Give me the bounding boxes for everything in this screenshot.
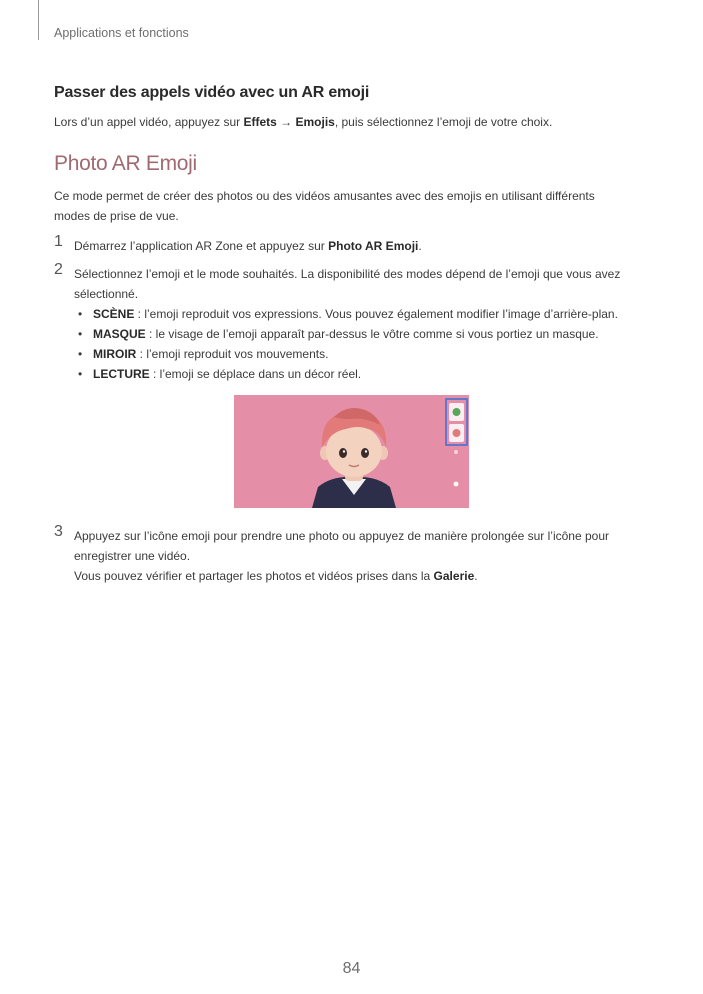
- step-3: 3 Appuyez sur l’icône emoji pour prendre une photo ou appuyez de manière prolongée sur l’icône pour enregistrer une vidéo. Vous pouvez vérifier et partager les photos et vidéos prises dans la Galerie.: [54, 523, 610, 583]
- step-number: 2: [54, 261, 63, 278]
- section-title-photo-ar-emoji: Photo AR Emoji: [54, 152, 197, 175]
- header-rule: [38, 0, 39, 40]
- step-number: 1: [54, 233, 63, 250]
- step-number: 3: [54, 523, 63, 540]
- page-number: 84: [342, 960, 361, 977]
- gallery-term: Galerie: [433, 569, 475, 583]
- ar-emoji-screenshot: [234, 395, 469, 508]
- list-item: • MASQUE : le visage de l’emoji apparaît par-dessus le vôtre comme si vous portiez un masque.: [76, 324, 676, 344]
- running-header: Applications et fonctions: [54, 26, 189, 40]
- step-1: 1 Démarrez l’application AR Zone et appuyez sur Photo AR Emoji.: [54, 233, 422, 253]
- section-title-video-call: Passer des appels vidéo avec un AR emoji: [54, 84, 370, 101]
- photo-ar-emoji-term: Photo AR Emoji: [328, 239, 419, 253]
- emojis-term: Emojis: [295, 115, 335, 129]
- list-item: • SCÈNE : l’emoji reproduit vos expressions. Vous pouvez également modifier l’image d’arrière-plan.: [76, 304, 676, 324]
- mode-list: [76, 304, 676, 384]
- step-2: 2 Sélectionnez l’emoji et le mode souhaités. La disponibilité des modes dépend de l’emoji que vous avez sélectionné.: [54, 261, 621, 301]
- effects-term: Effets: [243, 115, 277, 129]
- list-item: • LECTURE : l’emoji se déplace dans un décor réel.: [76, 364, 676, 384]
- list-item: • MIROIR : l’emoji reproduit vos mouvements.: [76, 344, 676, 364]
- photo-intro: Ce mode permet de créer des photos ou des vidéos amusantes avec des emojis en utilisant différents modes de prise de vue.: [54, 189, 595, 223]
- video-call-instruction: Lors d’un appel vidéo, appuyez sur Effets → Emojis, puis sélectionnez l’emoji de votre choix.: [54, 115, 553, 129]
